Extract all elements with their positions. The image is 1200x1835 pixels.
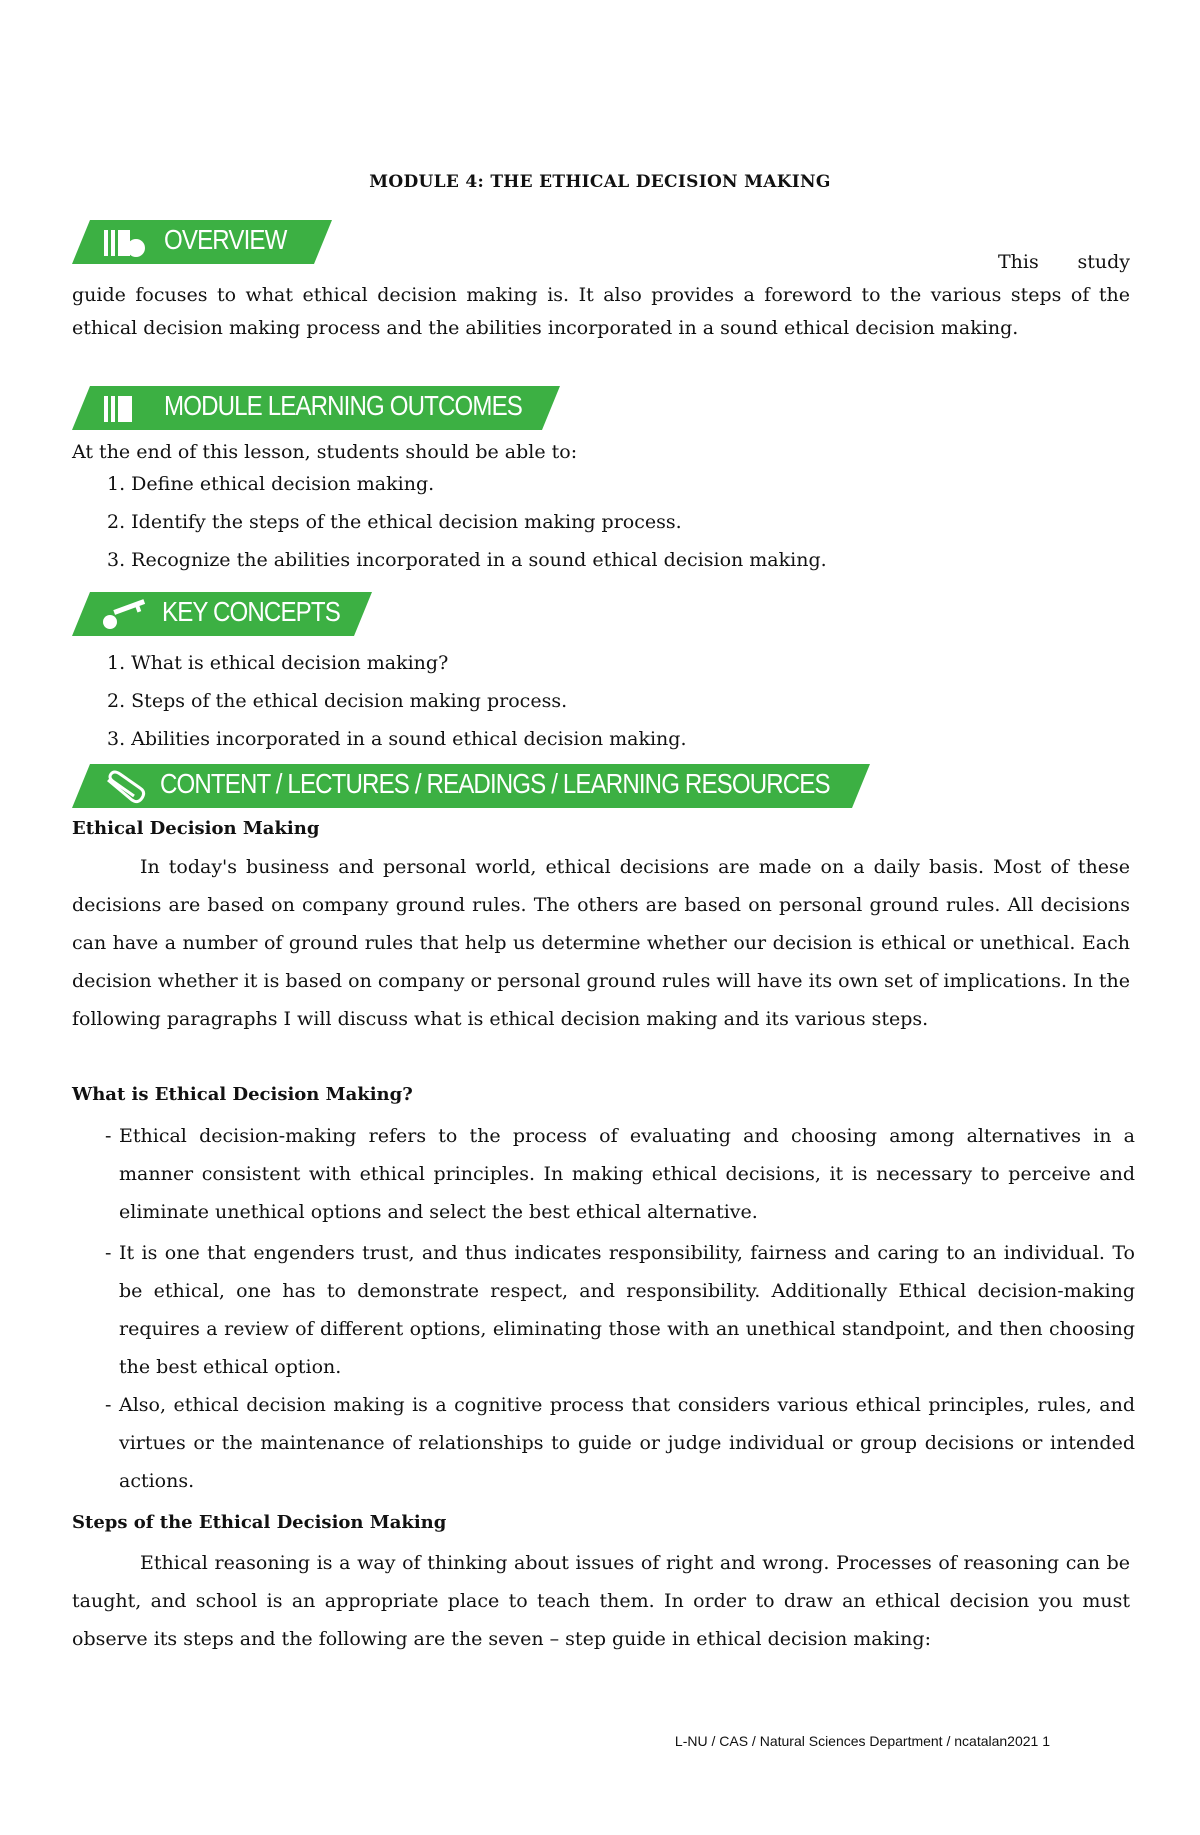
- outcomes-banner-label: MODULE LEARNING OUTCOMES: [164, 390, 523, 421]
- page-footer: L-NU / CAS / Natural Sciences Department / ncatalan2021 1: [674, 1733, 1050, 1749]
- key-concepts-list: [107, 644, 1127, 758]
- outcomes-banner: [72, 386, 560, 430]
- bullet-text: Ethical decision-making refers to the process of evaluating and choosing among alternatives in a manner consistent with ethical principles. In making ethical decisions, it is necessary to perceive and eliminate unethical options and select the best ethical alternative.: [119, 1125, 1135, 1223]
- bullet-marker: -: [105, 1125, 112, 1147]
- paperclip-icon: [102, 770, 150, 804]
- module-title: MODULE 4: THE ETHICAL DECISION MAKING: [369, 172, 831, 192]
- section-heading-what-is: What is Ethical Decision Making?: [72, 1084, 413, 1105]
- section1-paragraph: In today's business and personal world, ethical decisions are made on a daily basis. Most of these decisions are based on company ground rules. The others are based on personal ground rules. All decisions can have a number of ground rules that help us determine whether our decision is ethical or unethical. Each decision whether it is based on company or personal ground rules will have its own set of implications. In the following paragraphs I will discuss what is ethical decision making and its various steps.: [72, 856, 1130, 1030]
- section3-paragraph: Ethical reasoning is a way of thinking about issues of right and wrong. Processes of reasoning can be taught, and school is an appropriate place to teach them. In order to draw an ethical decision you must observe its steps and the following are the seven – step guide in ethical decision making:: [72, 1552, 1130, 1650]
- outcomes-list: [107, 465, 1127, 579]
- content-banner: [72, 764, 870, 808]
- bullet-item: [105, 1386, 1135, 1500]
- bars-icon: [102, 392, 150, 426]
- list-item: 1. What is ethical decision making?: [107, 652, 449, 674]
- bullet-marker: -: [105, 1394, 112, 1416]
- content-banner-label: CONTENT / LECTURES / READINGS / LEARNING RESOURCES: [160, 768, 830, 799]
- overview-text: [72, 246, 1130, 345]
- overview-paragraph: This study guide focuses to what ethical decision making is. It also provides a foreword to the various steps of the ethical decision making process and the abilities incorporated in a sound ethical decision making.: [72, 251, 1130, 339]
- bullet-text: Also, ethical decision making is a cognitive process that considers various ethical principles, rules, and virtues or the maintenance of relationships to guide or judge individual or group decisions or intended actions.: [119, 1394, 1135, 1492]
- bullet-item: [105, 1234, 1135, 1386]
- list-item: 1. Define ethical decision making.: [107, 473, 435, 495]
- bullet-text: It is one that engenders trust, and thus indicates responsibility, fairness and caring to an individual. To be ethical, one has to demonstrate respect, and responsibility. Additionally Ethical decision-making requires a review of different options, eliminating those with an unethical standpoint, and then choosing the best ethical option.: [119, 1242, 1135, 1378]
- overview-banner-label: OVERVIEW: [164, 224, 287, 255]
- key-concepts-banner-label: KEY CONCEPTS: [162, 596, 340, 627]
- list-item: 2. Steps of the ethical decision making process.: [107, 690, 568, 712]
- bullet-marker: -: [105, 1242, 112, 1264]
- key-concepts-banner: [72, 592, 372, 636]
- section-heading-steps: Steps of the Ethical Decision Making: [72, 1512, 447, 1533]
- outcomes-intro: At the end of this lesson, students should be able to:: [72, 441, 578, 463]
- list-item: 3. Recognize the abilities incorporated in a sound ethical decision making.: [107, 549, 827, 571]
- section-heading-ethical-decision-making: Ethical Decision Making: [72, 818, 320, 839]
- bullet-item: [105, 1117, 1135, 1231]
- list-item: 2. Identify the steps of the ethical decision making process.: [107, 511, 682, 533]
- key-icon: [100, 598, 148, 632]
- list-item: 3. Abilities incorporated in a sound ethical decision making.: [107, 728, 687, 750]
